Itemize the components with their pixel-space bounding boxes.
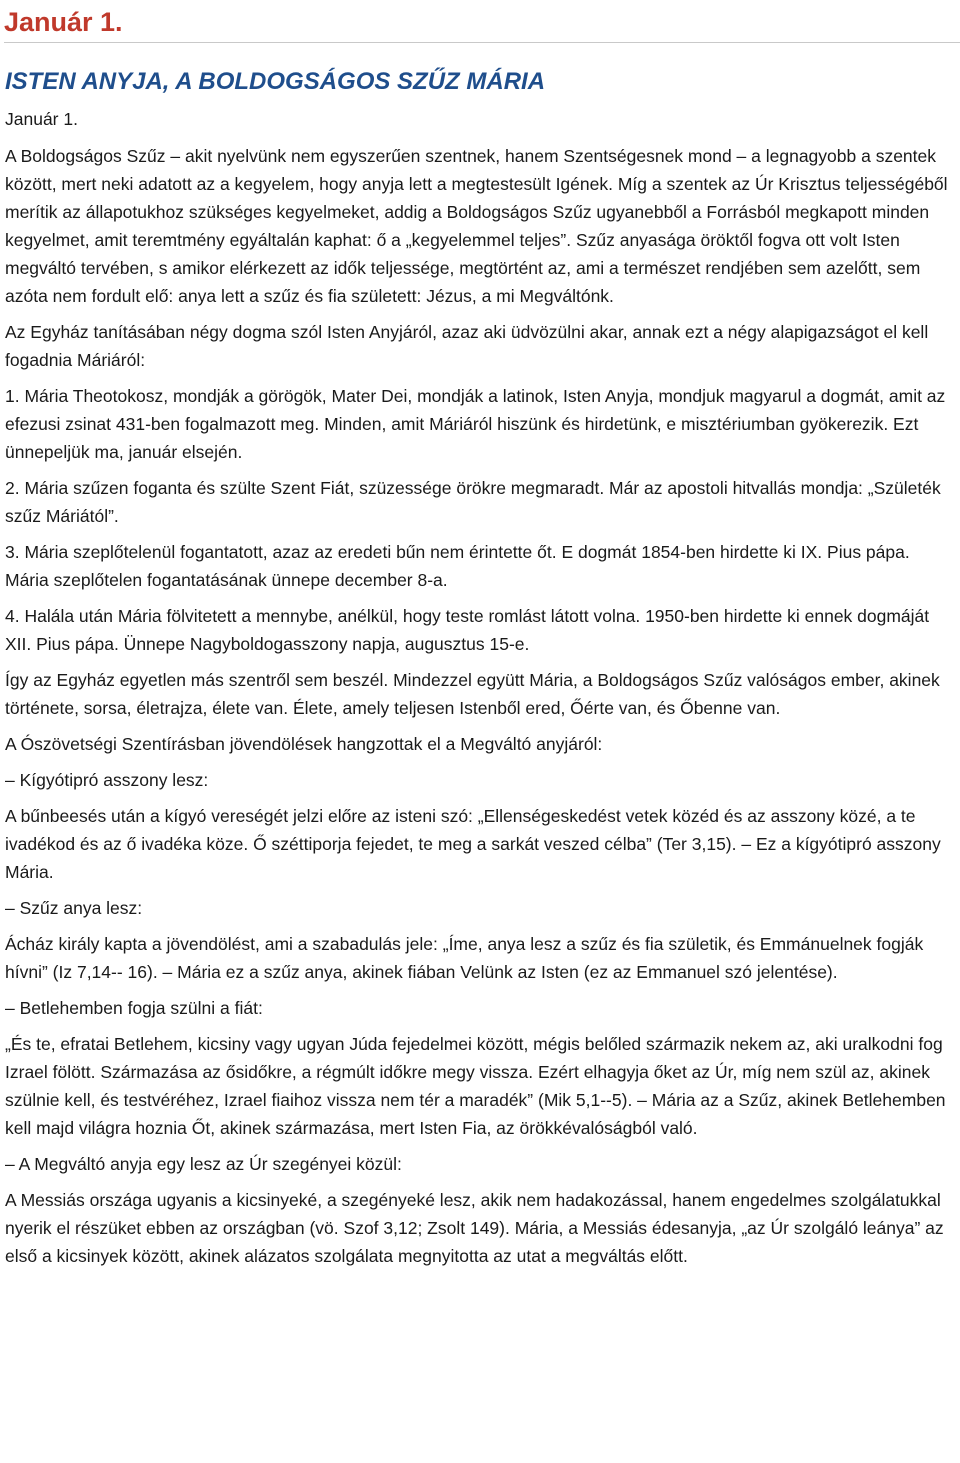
paragraph-virgin: Ácház király kapta a jövendölést, ami a szabadulás jele: „Íme, anya lesz a szűz és fia születik, és Emmánuelnek fogják hívni” (Iz 7,14-- 16). – Mária ez a szűz anya, akinek fiában Velünk az Isten (ez az Emmanuel szó jelentése).	[5, 934, 924, 982]
article-date: Január 1.	[5, 109, 78, 129]
paragraph-dogma-2: 2. Mária szűzen foganta és szülte Szent Fiát, szüzessége örökre megmaradt. Már az apostoli hitvallás mondja: „Születék szűz Máriától”.	[5, 478, 941, 526]
page-header	[4, 2, 960, 43]
paragraph-dogmas-intro: Az Egyház tanításában négy dogma szól Isten Anyjáról, azaz aki üdvözülni akar, annak ezt a négy alapigazságot el kell fogadnia Máriáról:	[5, 322, 929, 370]
paragraph-poor: A Messiás országa ugyanis a kicsinyeké, a szegényeké lesz, akik nem hadakozással, hanem engedelmes szolgálatukkal nyerik el részüket ebben az országban (vö. Szof 3,12; Zsolt 149). Mária, a Messiás édesanyja, „az Úr szolgáló leánya” az első a kicsinyek között, akinek alázatos szolgálata megnyitotta az utat a megváltás előtt.	[5, 1190, 944, 1266]
paragraph-heading-bethlehem: – Betlehemben fogja szülni a fiát:	[5, 998, 263, 1018]
paragraph-serpent: A bűnbeesés után a kígyó vereségét jelzi előre az isteni szó: „Ellenségeskedést vetek közéd és az asszony közé, a te ivadékod és az ő ivadéka köze. Ő széttiporja fejedet, te meg a sarkát veszed célba” (Ter 3,15). – Ez a kígyótipró asszony Mária.	[5, 806, 941, 882]
paragraph-church: Így az Egyház egyetlen más szentről sem beszél. Mindezzel együtt Mária, a Boldogságos Szűz valóságos ember, akinek története, sorsa, életrajza, élete van. Élete, amely teljesen Istenből ered, Őérte van, és Őbenne van.	[5, 670, 940, 718]
paragraph-heading-poor: – A Megváltó anyja egy lesz az Úr szegényei közül:	[5, 1154, 402, 1174]
paragraph-prophecies-intro: A Ószövetségi Szentírásban jövendölések hangzottak el a Megváltó anyjáról:	[5, 734, 603, 754]
article-title: ISTEN ANYJA, A BOLDOGSÁGOS SZŰZ MÁRIA	[5, 68, 546, 95]
paragraph-dogma-3: 3. Mária szeplőtelenül fogantatott, azaz az eredeti bűn nem érintette őt. E dogmát 1854-ben hirdette ki IX. Pius pápa. Mária szeplőtelen fogantatásának ünnepe december 8-a.	[5, 542, 910, 590]
paragraph-bethlehem: „És te, efratai Betlehem, kicsiny vagy ugyan Júda fejedelmei között, mégis belőled származik nekem az, aki uralkodni fog Izrael fölött. Származása az ősidőkre, a régmúlt időkre megy vissza. Ezért elhagyja őket az Úr, míg nem szül az, akinek szülnie kell, és testvéréhez, Izrael fiaihoz vissza nem tér a maradék” (Mik 5,1--5). – Mária az a Szűz, akinek Betlehemben kell majd világra hoznia Őt, akinek származása, mert Isten Fia, az örökkévalóságból való.	[5, 1034, 946, 1138]
paragraph-heading-serpent: – Kígyótipró asszony lesz:	[5, 770, 209, 790]
date-heading: Január 1.	[4, 7, 123, 37]
article	[5, 64, 953, 1278]
paragraph-dogma-4: 4. Halála után Mária fölvitetett a mennybe, anélkül, hogy teste romlást látott volna. 1950-ben hirdette ki ennek dogmáját XII. Pius pápa. Ünnepe Nagyboldogasszony napja, augusztus 15-e.	[5, 606, 930, 654]
paragraph-dogma-1: 1. Mária Theotokosz, mondják a görögök, Mater Dei, mondják a latinok, Isten Anyja, mondjuk magyarul a dogmát, amit az efezusi zsinat 431-ben fogalmazott meg. Minden, amit Máriáról hiszünk és hirdetünk, e misztériumban gyökerezik. Ezt ünnepeljük ma, január elsején.	[5, 386, 946, 462]
paragraph-heading-virgin: – Szűz anya lesz:	[5, 898, 143, 918]
paragraph-intro: A Boldogságos Szűz – akit nyelvünk nem egyszerűen szentnek, hanem Szentségesnek mond – a legnagyobb a szentek között, mert neki adatott az a kegyelem, hogy anyja lett a megtestesült Igének. Míg a szentek az Úr Krisztus teljességéből merítik az állapotukhoz szükséges kegyelmeket, addig a Boldogságos Szűz ugyanebből a Forrásból megkapott minden kegyelmet, amit teremtmény egyáltalán kaphat: ő a „kegyelemmel teljes”. Szűz anyasága öröktől fogva ott volt Isten megváltó tervében, s amikor elérkezett az idők teljessége, megtörtént az, ami a természet rendjében sem azelőtt, sem azóta nem fordult elő: anya lett a szűz és fia született: Jézus, a mi Megváltónk.	[5, 146, 948, 306]
